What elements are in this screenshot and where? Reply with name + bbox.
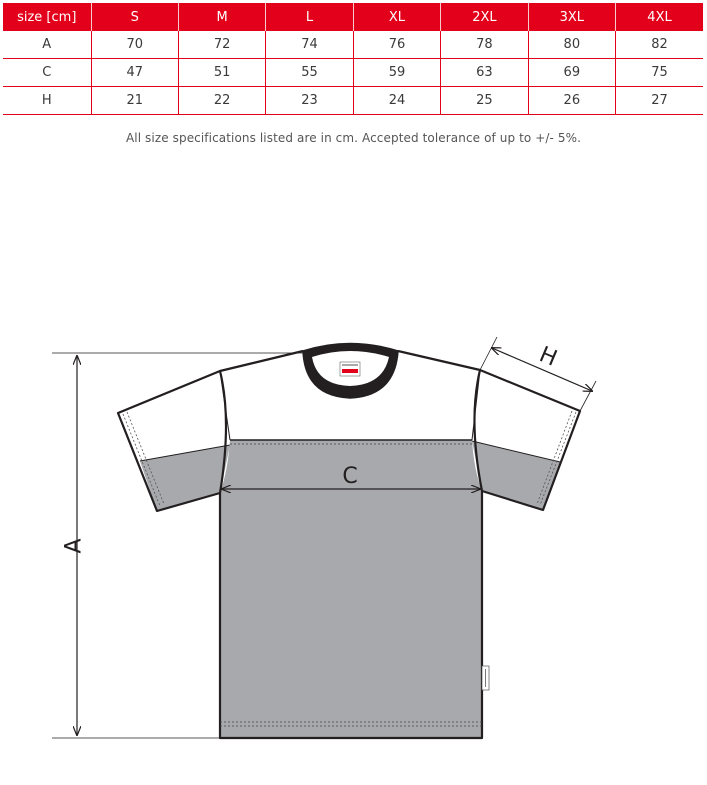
dimension-h-guide-top: [480, 337, 497, 370]
table-cell: 25: [441, 87, 528, 115]
header-cell-4xl: 4XL: [616, 3, 703, 31]
table-cell: 21: [91, 87, 178, 115]
neck-label-stripe-icon: [342, 369, 358, 373]
table-cell: 27: [616, 87, 703, 115]
header-cell-xl: XL: [353, 3, 440, 31]
header-cell-3xl: 3XL: [528, 3, 615, 31]
tolerance-note: All size specifications listed are in cm. Accepted tolerance of up to +/- 5%.: [125, 131, 582, 145]
tshirt-body: [220, 351, 482, 738]
side-label-icon: [482, 666, 489, 690]
header-cell-s: S: [91, 3, 178, 31]
table-cell: 69: [528, 59, 615, 87]
header-cell-label: size [cm]: [3, 3, 91, 31]
table-cell: 24: [353, 87, 440, 115]
table-cell: 51: [178, 59, 265, 87]
table-cell: 74: [266, 31, 353, 59]
table-cell: 75: [616, 59, 703, 87]
table-cell: 22: [178, 87, 265, 115]
table-cell: 70: [91, 31, 178, 59]
table-cell: 76: [353, 31, 440, 59]
right-sleeve: [472, 370, 580, 510]
table-cell: 26: [528, 87, 615, 115]
left-sleeve: [118, 371, 230, 511]
table-cell: 59: [353, 59, 440, 87]
header-cell-l: L: [266, 3, 353, 31]
dimension-a-label: A: [61, 538, 87, 554]
dimension-h-label: H: [535, 342, 561, 372]
table-cell: 80: [528, 31, 615, 59]
dimension-c-label: C: [342, 464, 358, 489]
dimension-h-guide-bottom: [580, 381, 596, 411]
table-cell: 78: [441, 31, 528, 59]
table-cell: 82: [616, 31, 703, 59]
table-cell: 55: [266, 59, 353, 87]
row-label: A: [3, 31, 91, 59]
row-label: H: [3, 87, 91, 115]
table-cell: 63: [441, 59, 528, 87]
table-cell: 72: [178, 31, 265, 59]
row-label: C: [3, 59, 91, 87]
header-cell-m: M: [178, 3, 265, 31]
table-cell: 47: [91, 59, 178, 87]
table-cell: 23: [266, 87, 353, 115]
header-cell-2xl: 2XL: [441, 3, 528, 31]
